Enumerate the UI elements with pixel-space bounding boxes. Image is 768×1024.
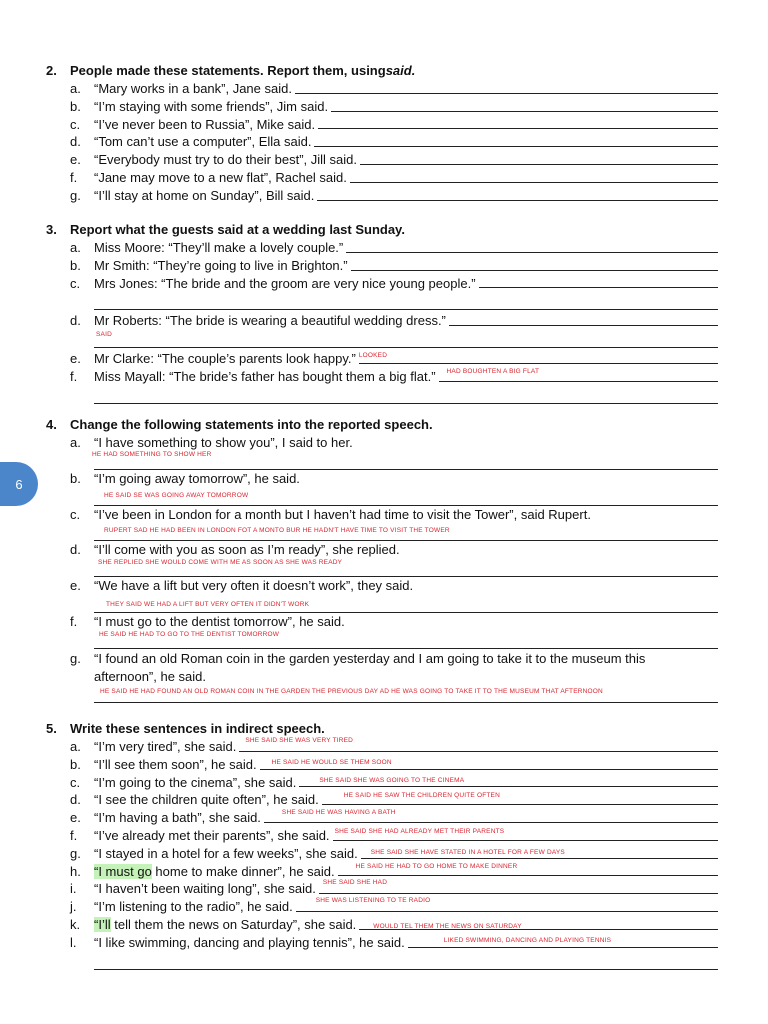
item-text: Miss Mayall: “The bride’s father has bought them a big flat.” <box>94 368 436 384</box>
answer-line[interactable] <box>479 287 718 288</box>
handwritten-answer: HAD BOUGHTEN A BIG FLAT <box>446 367 540 375</box>
answer-line[interactable] <box>94 452 718 470</box>
handwritten-answer: SHE SAID SHE HAD ALREADY MET THEIR PARENTS <box>334 827 505 835</box>
exercise-item <box>46 470 726 488</box>
item-text: “I’ll tell them the news on Saturday”, she said. <box>94 916 357 932</box>
answer-line[interactable] <box>322 792 718 805</box>
exercise-item <box>46 434 726 452</box>
item-text: “I’m very tired”, she said. <box>94 739 237 754</box>
highlighted-text: “I must go <box>94 863 152 879</box>
item-text: Miss Moore: “They’ll make a lovely couple.” <box>94 240 344 255</box>
item-text: “Mary works in a bank”, Jane said. <box>94 81 292 96</box>
exercise-item <box>46 116 726 134</box>
item-text: “I’m having a bath”, she said. <box>94 810 261 826</box>
item-letter: g. <box>70 845 81 861</box>
answer-line[interactable] <box>318 128 718 129</box>
item-letter: j. <box>70 899 77 915</box>
handwritten-answer: SHE SAID SHE HAD <box>322 879 388 887</box>
item-letter: c. <box>70 774 81 790</box>
exercise-item-continued <box>46 668 726 686</box>
section-number: 3. <box>46 222 57 237</box>
item-text: “I’m going to the cinema”, she said. <box>94 774 297 790</box>
exercise-item <box>46 187 726 205</box>
exercise-item <box>46 898 726 916</box>
answer-line[interactable] <box>408 936 718 948</box>
exercise-item <box>46 809 726 827</box>
answer-line[interactable] <box>314 146 718 147</box>
answer-line[interactable] <box>264 808 718 823</box>
handwritten-answer: LOOKED <box>358 351 388 359</box>
exercise-item <box>46 80 726 98</box>
item-text: “Jane may move to a new flat”, Rachel said. <box>94 169 347 185</box>
item-text: “I found an old Roman coin in the garden yesterday and I am going to take it to the museum this <box>94 650 646 666</box>
item-text: “I’ve already met their parents”, she said. <box>94 827 330 843</box>
item-letter: c. <box>70 116 81 132</box>
answer-line[interactable] <box>449 325 718 326</box>
exercise-item <box>46 827 726 845</box>
handwritten-answer: SHE WAS LISTENING TO TE RADIO <box>315 896 431 904</box>
answer-line[interactable] <box>260 758 718 770</box>
answer-line[interactable] <box>94 488 718 506</box>
item-letter: e. <box>70 351 81 367</box>
item-letter: a. <box>70 81 81 96</box>
section-number: 4. <box>46 417 57 432</box>
item-text: “I’ll stay at home on Sunday”, Bill said. <box>94 187 315 203</box>
item-letter: c. <box>70 506 81 522</box>
exercise-item <box>46 98 726 116</box>
handwritten-answer: HE SAID HE HAD TO GO TO THE DENTIST TOMORROW <box>99 630 280 638</box>
item-text: “I see the children quite often”, he said. <box>94 792 319 808</box>
answer-line-continuation[interactable] <box>94 386 718 404</box>
answer-line[interactable] <box>94 523 718 541</box>
section-3-heading <box>46 221 726 239</box>
answer-line[interactable] <box>317 200 718 201</box>
item-letter: f. <box>70 827 78 843</box>
exercise-item <box>46 368 726 386</box>
answer-line[interactable] <box>295 93 718 94</box>
item-letter: b. <box>70 470 81 486</box>
section-3 <box>46 221 726 404</box>
answer-line[interactable] <box>94 559 718 577</box>
handwritten-answer: SAID <box>96 331 112 339</box>
handwritten-answer: HE SAID HE SAW THE CHILDREN QUITE OFTEN <box>343 792 500 800</box>
answer-line[interactable] <box>358 351 718 364</box>
handwritten-answer: SHE SAID SHE WAS VERY TIRED <box>245 736 354 744</box>
exercise-item <box>46 312 726 330</box>
section-title: Change the following statements into the reported speech. <box>70 417 433 432</box>
answer-line[interactable] <box>94 685 718 703</box>
item-letter: e. <box>70 578 81 594</box>
section-number: 5. <box>46 721 57 736</box>
exercise-item <box>46 506 726 524</box>
answer-line[interactable] <box>351 270 718 271</box>
item-text: afternoon”, he said. <box>94 668 207 684</box>
handwritten-answer: SHE SAID HE WAS HAVING A BATH <box>281 808 396 816</box>
item-letter: f. <box>70 368 78 384</box>
page-number-badge: 6 <box>0 462 38 506</box>
exercise-item <box>46 577 726 595</box>
item-letter: i. <box>70 881 77 897</box>
item-text: “I’ll come with you as soon as I’m ready”, she replied. <box>94 542 400 558</box>
answer-line[interactable] <box>331 111 718 112</box>
exercise-item <box>46 541 726 559</box>
exercise-item <box>46 275 726 293</box>
item-letter: a. <box>70 240 81 255</box>
handwritten-answer: LIKED SWIMMING, DANCING AND PLAYING TENNIS <box>443 936 612 944</box>
item-text: Mr Smith: “They’re going to live in Brighton.” <box>94 257 348 273</box>
answer-line[interactable] <box>94 631 718 649</box>
exercise-item <box>46 738 726 756</box>
exercise-item <box>46 880 726 898</box>
item-text: “Tom can’t use a computer”, Ella said. <box>94 134 312 150</box>
section-5-heading <box>46 720 726 738</box>
handwritten-answer: SHE SAID SHE WAS GOING TO THE CINEMA <box>319 777 465 785</box>
section-2 <box>46 62 726 205</box>
exercise-item <box>46 133 726 151</box>
item-text: “I like swimming, dancing and playing tennis”, he said. <box>94 934 405 950</box>
item-letter: k. <box>70 916 81 932</box>
item-letter: b. <box>70 257 81 273</box>
answer-line[interactable] <box>94 595 718 613</box>
answer-line-continuation[interactable] <box>94 952 718 970</box>
item-letter: e. <box>70 152 81 168</box>
handwritten-answer: HE SAID SE WAS GOING AWAY TOMORROW <box>104 491 249 499</box>
item-text: “I’m staying with some friends”, Jim said. <box>94 98 329 114</box>
handwritten-answer: WOULD TEL THEM THE NEWS ON SATURDAY <box>373 922 522 930</box>
section-title-italic: said. <box>385 63 416 78</box>
item-letter: c. <box>70 275 81 291</box>
section-4 <box>46 416 726 703</box>
item-letter: a. <box>70 435 81 450</box>
answer-line[interactable] <box>350 182 718 183</box>
item-text: “I’ve never been to Russia”, Mike said. <box>94 116 316 132</box>
answer-line[interactable] <box>319 879 718 894</box>
item-letter: f. <box>70 169 78 185</box>
item-text: “I’m listening to the radio”, he said. <box>94 899 293 915</box>
exercise-item <box>46 239 726 257</box>
item-text: Mr Roberts: “The bride is wearing a beautiful wedding dress.” <box>94 313 446 329</box>
exercise-item <box>46 863 726 881</box>
section-5 <box>46 720 726 970</box>
exercise-item <box>46 257 726 275</box>
section-2-heading <box>46 62 726 80</box>
answer-line-continuation[interactable] <box>94 330 718 348</box>
item-text: Mrs Jones: “The bride and the groom are very nice young people.” <box>94 275 476 291</box>
item-letter: d. <box>70 134 81 150</box>
exercise-item <box>46 756 726 774</box>
handwritten-answer: SHE SAID SHE HAVE STATED IN A HOTEL FOR A FEW DAYS <box>370 848 565 856</box>
answer-line[interactable] <box>299 777 718 787</box>
handwritten-answer: HE SAID HE WOULD SE THEM SOON <box>271 758 392 766</box>
handwritten-answer: HE HAD SOMETHING TO SHOW HER <box>92 450 212 458</box>
answer-line[interactable] <box>361 848 718 859</box>
exercise-item <box>46 350 726 368</box>
item-letter: e. <box>70 810 81 826</box>
item-text: “I stayed in a hotel for a few weeks”, she said. <box>94 845 358 861</box>
answer-line[interactable] <box>333 827 718 841</box>
item-text: “I must go to the dentist tomorrow”, he said. <box>94 613 345 629</box>
item-letter: h. <box>70 863 81 879</box>
item-letter: g. <box>70 650 81 666</box>
item-letter: b. <box>70 756 81 772</box>
exercise-item <box>46 934 726 952</box>
exercise-item <box>46 791 726 809</box>
answer-line[interactable] <box>360 164 718 165</box>
item-letter: g. <box>70 187 81 203</box>
handwritten-answer: SHE REPLIED SHE WOULD COME WITH ME AS SOON AS SHE WAS READY <box>98 559 343 567</box>
item-text: “I’ll see them soon”, he said. <box>94 756 257 772</box>
exercise-item <box>46 845 726 863</box>
answer-line[interactable] <box>346 252 718 253</box>
exercise-item <box>46 169 726 187</box>
exercise-item <box>46 613 726 631</box>
item-letter: d. <box>70 542 81 558</box>
item-letter: l. <box>70 934 77 950</box>
exercise-item <box>46 650 726 668</box>
answer-line[interactable] <box>359 922 718 930</box>
section-4-heading <box>46 416 726 434</box>
answer-line-continuation[interactable] <box>94 292 718 310</box>
handwritten-answer: HE SAID HE HAD FOUND AN OLD ROMAN COIN IN THE GARDEN THE PREVIOUS DAY AD HE WAS GOING TO TAKE IT TO THE MUSEUM THAT AFTERNOON <box>100 688 603 696</box>
section-number: 2. <box>46 63 57 78</box>
item-letter: b. <box>70 98 81 114</box>
item-text: “I have something to show you”, I said to her. <box>94 435 353 450</box>
item-letter: f. <box>70 613 78 629</box>
item-letter: a. <box>70 739 81 754</box>
exercise-item <box>46 151 726 169</box>
item-text: “We have a lift but very often it doesn’t work”, they said. <box>94 578 414 594</box>
handwritten-answer: THEY SAID WE HAD A LIFT BUT VERY OFTEN IT DIDN'T WORK <box>106 600 310 608</box>
answer-line[interactable] <box>439 367 718 382</box>
item-letter: d. <box>70 792 81 808</box>
item-text: “I haven’t been waiting long”, she said. <box>94 881 316 897</box>
item-text: “I’ve been in London for a month but I haven’t had time to visit the Tower”, said Rupert. <box>94 506 591 522</box>
item-text: “I must go home to make dinner”, he said. <box>94 863 335 879</box>
handwritten-answer: RUPERT SAD HE HAD BEEN IN LONDON FOT A MONTO BUR HE HADN'T HAVE TIME TO VISIT THE TOWER <box>104 527 450 535</box>
item-letter: d. <box>70 313 81 329</box>
answer-line[interactable] <box>296 896 718 912</box>
item-text: “I’m going away tomorrow”, he said. <box>94 470 300 486</box>
item-text: Mr Clarke: “The couple’s parents look happy.” <box>94 351 356 367</box>
highlighted-text: “I’ll <box>94 916 111 932</box>
answer-line[interactable] <box>338 863 718 876</box>
exercise-item <box>46 774 726 792</box>
section-title: Report what the guests said at a wedding last Sunday. <box>70 222 405 237</box>
answer-line[interactable] <box>239 736 718 752</box>
item-text: “Everybody must try to do their best”, Jill said. <box>94 152 357 168</box>
exercise-item <box>46 916 726 934</box>
section-title: People made these statements. Report them, using <box>70 63 386 78</box>
handwritten-answer: HE SAID HE HAD TO GO HOME TO MAKE DINNER <box>355 863 518 871</box>
section-title: Write these sentences in indirect speech. <box>70 721 325 736</box>
